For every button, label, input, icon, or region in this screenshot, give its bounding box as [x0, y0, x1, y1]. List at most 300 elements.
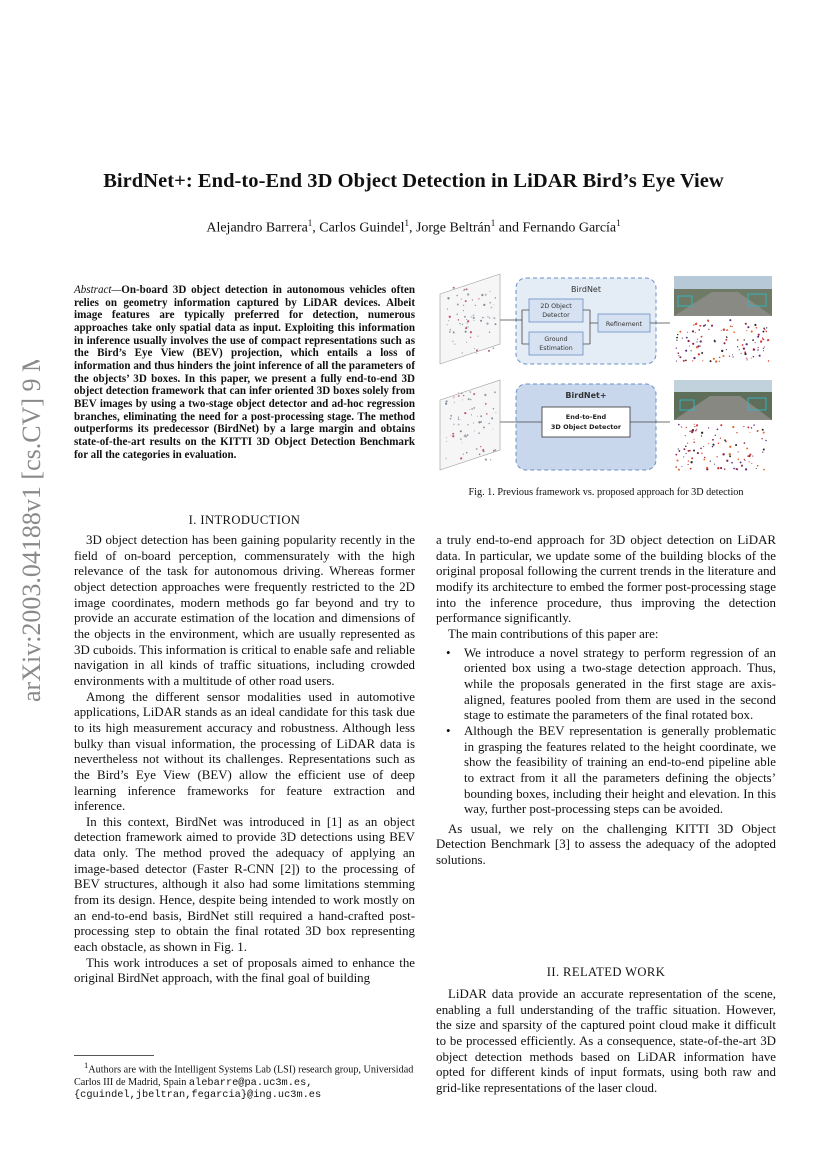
- point-cloud-dot: [761, 438, 762, 439]
- point-cloud-dot: [685, 445, 687, 447]
- point-cloud-dot: [744, 339, 745, 340]
- point-cloud-dot: [675, 454, 677, 456]
- point-cloud-dot: [746, 343, 748, 345]
- point-cloud-dot: [462, 399, 463, 400]
- point-cloud-dot: [450, 418, 452, 420]
- point-cloud-dot: [723, 342, 725, 344]
- point-cloud-dot: [494, 391, 496, 393]
- point-cloud-dot: [694, 426, 695, 427]
- point-cloud-dot: [746, 330, 747, 331]
- point-cloud-dot: [679, 450, 681, 452]
- point-cloud-dot: [724, 468, 726, 470]
- point-cloud-dot: [731, 462, 733, 464]
- point-cloud-dot: [690, 468, 692, 470]
- point-cloud-dot: [741, 353, 742, 354]
- point-cloud-dot: [682, 338, 683, 339]
- author-list: [60, 218, 767, 237]
- point-cloud-dot: [690, 461, 692, 463]
- point-cloud-dot: [755, 342, 756, 343]
- point-cloud-dot: [746, 448, 748, 450]
- abstract-text: On-board 3D object detection in autonomous vehicles often relies on geometry information captured by LiDAR devices. Albeit image features are typically preferred for detection, numerous approaches take only spatial data as input. Exploiting this information in inference usually involves the use of compact representations such as the Bird’s Eye View (BEV) projection, which entails a loss of information and thus hinders the joint inference of all the parameters of the objects’ 3D boxes. In this paper, we present a fully end-to-end 3D object detection framework that can infer oriented 3D boxes solely from BEV images by using a two-stage object detector and ad-hoc regression branches, eliminating the need for a post-processing stage. The method outperforms its predecessor (BirdNet) by a large margin and obtains state-of-the-art results on the KITTI 3D Object Detection Benchmark for all the categories in evaluation.: [74, 284, 415, 461]
- point-cloud-dot: [717, 428, 719, 430]
- box-label-e2e: 3D Object Detector: [550, 423, 622, 431]
- point-cloud-dot: [457, 303, 459, 305]
- point-cloud-dot: [712, 444, 714, 446]
- point-cloud-dot: [703, 325, 705, 327]
- point-cloud-dot: [489, 302, 491, 304]
- point-cloud-dot: [676, 340, 677, 341]
- point-cloud-dot: [758, 430, 759, 431]
- point-cloud-dot: [722, 355, 724, 357]
- figure-caption: Fig. 1. Previous framework vs. proposed approach for 3D detection: [468, 487, 744, 498]
- point-cloud-dot: [689, 431, 690, 432]
- point-cloud-dot: [467, 424, 469, 426]
- footnote-email: {cguindel,jbeltran,fegarcia}@ing.uc3m.es: [74, 1088, 322, 1101]
- point-cloud-dot: [485, 294, 487, 296]
- point-cloud-dot: [453, 397, 454, 398]
- point-cloud-dot: [473, 320, 474, 321]
- paragraph: 3D object detection has been gaining popularity recently in the field of on-board perception, commensurately with the high relevance of the task for autonomous driving. Whereas former object detection approaches were frequently restricted to the 2D image coordinates, modern methods go far beyond and try to provide an accurate estimation of the location and dimensions of the objects in the environment, which are usually represented as 3D cuboids. This information is critical to enable safe and reliable navigation in all kinds of traffic situations, including crowded environments with a multitude of other road users.: [74, 533, 415, 688]
- point-cloud-dot: [710, 360, 712, 362]
- point-cloud-dot: [473, 407, 475, 409]
- point-cloud-dot: [762, 429, 764, 431]
- point-cloud-dot: [688, 464, 689, 465]
- point-cloud-dot: [739, 349, 740, 350]
- point-cloud-dot: [448, 320, 449, 321]
- point-cloud-dot: [449, 331, 451, 333]
- point-cloud-dot: [745, 460, 746, 461]
- point-cloud-dot: [679, 356, 681, 358]
- point-cloud-dot: [463, 310, 464, 311]
- point-cloud-dot: [490, 291, 491, 292]
- point-cloud-dot: [752, 339, 754, 341]
- point-cloud-dot: [746, 358, 747, 359]
- author-separator: ,: [408, 220, 416, 236]
- abstract-label: Abstract: [74, 284, 112, 296]
- point-cloud-dot: [686, 337, 688, 339]
- point-cloud-dot: [716, 456, 717, 457]
- point-cloud-dot: [473, 422, 474, 423]
- point-cloud-dot: [465, 331, 467, 333]
- point-cloud-dot: [685, 350, 687, 352]
- point-cloud-dot: [683, 456, 684, 457]
- point-cloud-dot: [484, 394, 486, 396]
- point-cloud-dot: [477, 416, 478, 417]
- point-cloud-dot: [470, 331, 472, 333]
- point-cloud-dot: [729, 446, 731, 448]
- author-separator: and: [495, 220, 523, 236]
- author-affiliation: 1: [307, 218, 313, 228]
- box-label-ground: Ground: [544, 336, 568, 343]
- point-cloud-dot: [452, 341, 453, 342]
- point-cloud-dot: [495, 412, 496, 413]
- bev-point-cloud-top: [440, 274, 500, 364]
- point-cloud-dot: [465, 300, 467, 302]
- point-cloud-dot: [699, 325, 701, 327]
- point-cloud-dot: [494, 449, 496, 451]
- contribution-item: • We introduce a novel strategy to perform regression of an oriented box using a two-stage detection approach. Thus, while the proposals generated in the first stage are axis-aligned, features pooled from them are used in the second stage to estimate the parameters of the final rotated box.: [436, 646, 776, 724]
- paragraph: In this context, BirdNet was introduced in [1] as an object detection framework aimed to provide 3D detections using BEV data only. The method proved the adequacy of applying an image-based detector (Faster R-CNN [2]) to the processing of BEV structures, although it also had some limitations stemming from its design. Hence, despite being intended to work mostly on an end-to-end basis, BirdNet still required a hand-crafted post-processing step to obtain the final rotated 3D box representing each obstacle, as shown in Fig. 1.: [74, 814, 415, 955]
- point-cloud-dot: [683, 360, 685, 362]
- point-cloud-dot: [454, 396, 455, 397]
- point-cloud-dot: [721, 330, 722, 331]
- point-cloud-dot: [732, 426, 734, 428]
- point-cloud-dot: [704, 457, 705, 458]
- point-cloud-dot: [729, 319, 731, 321]
- bev-point-cloud-bottom: [440, 380, 500, 470]
- point-cloud-dot: [450, 329, 452, 331]
- point-cloud-dot: [729, 356, 730, 357]
- box-label-e2e: End-to-End: [565, 413, 607, 421]
- point-cloud-dot: [689, 450, 691, 452]
- point-cloud-dot: [465, 327, 467, 329]
- point-cloud-dot: [754, 324, 756, 326]
- point-cloud-dot: [683, 448, 685, 450]
- point-cloud-dot: [757, 349, 759, 351]
- point-cloud-dot: [700, 340, 702, 342]
- point-cloud-dot: [693, 441, 695, 443]
- point-cloud-dot: [687, 340, 689, 342]
- point-cloud-dot: [482, 317, 483, 318]
- point-cloud-dot: [757, 336, 759, 338]
- point-cloud-dot: [483, 304, 485, 306]
- point-cloud-dot: [458, 395, 460, 397]
- point-cloud-dot: [733, 331, 735, 333]
- point-cloud-dot: [732, 354, 733, 355]
- point-cloud-dot: [487, 316, 489, 318]
- point-cloud-dot: [763, 448, 765, 450]
- point-cloud-dot: [718, 443, 720, 445]
- point-cloud-dot: [456, 295, 458, 297]
- point-cloud-dot: [691, 430, 693, 432]
- point-cloud-dot: [458, 319, 460, 321]
- point-cloud-dot: [701, 352, 703, 354]
- point-cloud-dot: [480, 421, 482, 423]
- point-cloud-dot: [726, 460, 728, 462]
- point-cloud-dot: [688, 460, 690, 462]
- point-cloud-dot: [710, 460, 711, 461]
- point-cloud-dot: [461, 352, 463, 354]
- box-label-2d-detector: Detector: [542, 312, 570, 319]
- point-cloud-dot: [459, 323, 460, 324]
- point-cloud-dot: [768, 360, 769, 361]
- abstract: Abstract—On-board 3D object detection in autonomous vehicles often relies on geometry information captured by LiDAR devices. Albeit image features are typically preferred for detection, numerous approaches take only spatial data as input. Exploiting this information in inference usually involves the use of compact representations such as the Bird’s Eye View (BEV) projection, which entails a loss of information and thus hinders the joint inference of all the parameters of the objects’ 3D boxes. In this paper, we present a fully end-to-end 3D object detection framework that can infer oriented 3D boxes solely from BEV images by using a two-stage object detector and ad-hoc regression branches, eliminating the need for a post-processing stage. The method outperforms its predecessor (BirdNet) by a large margin and obtains state-of-the-art results on the KITTI 3D Object Detection Benchmark for all the categories in evaluation.: [74, 284, 415, 461]
- point-cloud-dot: [485, 458, 487, 460]
- point-cloud-dot: [461, 442, 462, 443]
- point-cloud-dot: [766, 327, 767, 328]
- point-cloud-dot: [465, 434, 466, 435]
- author-affiliation: 1: [490, 218, 496, 228]
- point-cloud-dot: [687, 332, 688, 333]
- point-cloud-dot: [480, 320, 482, 322]
- point-cloud-dot: [744, 459, 745, 460]
- point-cloud-dot: [758, 334, 760, 336]
- point-cloud-dot: [486, 323, 488, 325]
- point-cloud-dot: [733, 468, 735, 470]
- point-cloud-dot: [678, 355, 679, 356]
- point-cloud-dot: [676, 337, 678, 339]
- point-cloud-dot: [767, 339, 769, 341]
- point-cloud-dot: [447, 297, 448, 298]
- point-cloud-dot: [703, 459, 705, 461]
- point-cloud-dot: [676, 459, 678, 461]
- point-cloud-dot: [458, 417, 459, 418]
- point-cloud-dot: [763, 348, 764, 349]
- point-cloud-dot: [446, 324, 447, 325]
- point-cloud-dot: [493, 408, 494, 409]
- contributions-list: [436, 646, 776, 818]
- point-cloud-dot: [473, 314, 475, 316]
- point-cloud-dot: [686, 453, 687, 454]
- point-cloud-dot: [762, 338, 764, 340]
- introduction-body: [74, 533, 415, 987]
- point-cloud-dot: [471, 353, 472, 354]
- point-cloud-dot: [689, 345, 690, 346]
- point-cloud-dot: [460, 430, 462, 432]
- point-cloud-dot: [744, 353, 746, 355]
- point-cloud-dot: [751, 463, 752, 464]
- point-cloud-dot: [763, 350, 764, 351]
- point-cloud-dot: [490, 459, 491, 460]
- birdnet-panel-title: BirdNet: [571, 285, 601, 294]
- point-cloud-dot: [450, 435, 451, 436]
- author-affiliation: 1: [616, 218, 621, 228]
- point-cloud-dot: [701, 435, 702, 436]
- point-cloud-dot: [461, 298, 462, 299]
- point-cloud-dot: [480, 446, 481, 447]
- point-cloud-dot: [489, 317, 491, 319]
- point-cloud-dot: [676, 347, 677, 348]
- point-cloud-dot: [713, 358, 715, 360]
- paper-title: BirdNet+: End-to-End 3D Object Detection in LiDAR Bird’s Eye View: [103, 170, 724, 192]
- point-cloud-dot: [473, 317, 475, 319]
- point-cloud-dot: [471, 316, 472, 317]
- point-cloud-dot: [758, 347, 759, 348]
- point-cloud-dot: [763, 327, 765, 329]
- point-cloud-dot: [753, 356, 755, 358]
- point-cloud-dot: [469, 409, 470, 410]
- author-name: Jorge Beltrán: [415, 220, 491, 236]
- point-cloud-dot: [454, 402, 455, 403]
- point-cloud-dot: [678, 448, 679, 449]
- footnote-email: alebarre@pa.uc3m.es,: [188, 1076, 313, 1089]
- point-cloud-dot: [460, 438, 462, 440]
- point-cloud-dot: [691, 350, 692, 351]
- point-cloud-dot: [458, 392, 459, 393]
- point-cloud-dot: [747, 426, 749, 428]
- point-cloud-dot: [476, 448, 478, 450]
- point-cloud-dot: [736, 432, 737, 433]
- point-cloud-dot: [478, 298, 479, 299]
- footnote: [74, 1055, 415, 1101]
- point-cloud-dot: [726, 349, 727, 350]
- point-cloud-dot: [702, 360, 703, 361]
- point-cloud-dot: [738, 451, 739, 452]
- point-cloud-dot: [749, 461, 750, 462]
- point-cloud-dot: [726, 329, 728, 331]
- point-cloud-dot: [479, 454, 481, 456]
- point-cloud-dot: [485, 403, 487, 405]
- paragraph: LiDAR data provide an accurate representation of the scene, enabling a full understanding of the traffic situation. However, the size and sparsity of the captured point cloud make it difficult to be processed efficiently. As a consequence, state-of-the-art 3D object detection methods based on LiDAR information have opted for different kinds of input formats, using both raw and grid-like representations of the laser cloud.: [436, 987, 776, 1095]
- point-cloud-dot: [701, 452, 703, 454]
- birdnet-plus-panel-title: BirdNet+: [565, 391, 607, 400]
- point-cloud-dot: [708, 329, 709, 330]
- author-name: Carlos Guindel: [319, 220, 405, 236]
- point-cloud-dot: [747, 359, 748, 360]
- point-cloud-dot: [712, 439, 714, 441]
- point-cloud-dot: [454, 343, 455, 344]
- point-cloud-dot: [726, 336, 728, 338]
- point-cloud-dot: [466, 342, 467, 343]
- point-cloud-dot: [708, 443, 709, 444]
- point-cloud-dot: [723, 329, 725, 331]
- arxiv-stamp-text: arXiv:2003.04188v1 [cs.CV] 9 Mar 2020: [17, 360, 46, 702]
- point-cloud-dot: [467, 434, 469, 436]
- point-cloud-dot: [447, 309, 448, 310]
- point-cloud-dot: [756, 327, 758, 329]
- point-cloud-dot: [445, 403, 447, 405]
- point-cloud-dot: [694, 424, 695, 425]
- point-cloud-dot: [483, 426, 485, 428]
- author-affiliation: 1: [404, 218, 409, 228]
- point-cloud-dot: [759, 355, 761, 357]
- point-cloud-dot: [743, 426, 744, 427]
- point-cloud-dot: [446, 441, 447, 442]
- right-column-body: [436, 533, 776, 869]
- point-cloud-dot: [760, 340, 762, 342]
- point-cloud-dot: [688, 450, 690, 452]
- point-cloud-dot: [495, 323, 497, 325]
- point-cloud-dot: [470, 391, 472, 393]
- point-cloud-dot: [742, 344, 744, 346]
- point-cloud-dot: [693, 357, 695, 359]
- point-cloud-dot: [693, 324, 694, 325]
- point-cloud-dot: [676, 361, 677, 362]
- point-cloud-dot: [732, 326, 733, 327]
- box-label-refinement: Refinement: [605, 321, 643, 328]
- point-cloud-dot: [719, 357, 721, 359]
- point-cloud-dot: [445, 458, 446, 459]
- point-cloud-dot: [741, 465, 743, 467]
- box-label-ground: Estimation: [539, 345, 573, 352]
- point-cloud-dot: [696, 346, 698, 348]
- point-cloud-dot: [722, 454, 724, 456]
- camera-image-bottom: [674, 380, 772, 471]
- point-cloud-dot: [480, 415, 482, 417]
- point-cloud-dot: [466, 288, 468, 290]
- point-cloud-dot: [696, 322, 697, 323]
- point-cloud-dot: [677, 352, 679, 354]
- point-cloud-dot: [685, 435, 686, 436]
- point-cloud-dot: [698, 329, 700, 331]
- point-cloud-dot: [681, 426, 683, 428]
- point-cloud-dot: [729, 453, 731, 455]
- author-separator: ,: [312, 220, 320, 236]
- point-cloud-dot: [466, 319, 467, 320]
- point-cloud-dot: [693, 450, 695, 452]
- point-cloud-dot: [699, 345, 701, 347]
- point-cloud-dot: [751, 358, 752, 359]
- point-cloud-dot: [476, 349, 478, 351]
- point-cloud-dot: [712, 446, 714, 448]
- point-cloud-dot: [701, 432, 703, 434]
- point-cloud-dot: [764, 346, 765, 347]
- point-cloud-dot: [700, 447, 702, 449]
- point-cloud-dot: [743, 347, 745, 349]
- figure-1: [436, 272, 776, 477]
- point-cloud-dot: [693, 439, 694, 440]
- point-cloud-dot: [686, 427, 687, 428]
- point-cloud-dot: [473, 393, 475, 395]
- point-cloud-dot: [493, 450, 495, 452]
- point-cloud-dot: [736, 468, 738, 470]
- point-cloud-dot: [467, 293, 469, 295]
- point-cloud-dot: [679, 331, 681, 333]
- point-cloud-dot: [493, 317, 495, 319]
- point-cloud-dot: [687, 443, 688, 444]
- point-cloud-dot: [470, 399, 472, 401]
- point-cloud-dot: [740, 461, 742, 463]
- section-heading-introduction: I. INTRODUCTION: [188, 513, 301, 527]
- arxiv-stamp: [2, 360, 52, 705]
- point-cloud-dot: [468, 326, 469, 327]
- point-cloud-dot: [747, 326, 749, 328]
- point-cloud-dot: [695, 430, 697, 432]
- point-cloud-dot: [678, 469, 680, 471]
- point-cloud-dot: [749, 432, 750, 433]
- point-cloud-dot: [698, 353, 700, 355]
- paragraph: As usual, we rely on the challenging KITTI 3D Object Detection Benchmark [3] to assess the adequacy of the adopted solutions.: [436, 821, 776, 868]
- point-cloud-dot: [464, 412, 466, 414]
- point-cloud-dot: [453, 331, 455, 333]
- point-cloud-dot: [494, 297, 496, 299]
- point-cloud-dot: [481, 294, 483, 296]
- point-cloud-dot: [477, 336, 478, 337]
- birdnet-plus-panel: [500, 384, 670, 470]
- point-cloud-dot: [706, 468, 707, 469]
- point-cloud-dot: [708, 427, 709, 428]
- point-cloud-dot: [757, 430, 759, 432]
- birdnet-panel: [500, 278, 670, 364]
- author-name: Fernando García: [522, 220, 617, 236]
- point-cloud-dot: [458, 423, 460, 425]
- point-cloud-dot: [475, 305, 476, 306]
- contributions-lead: The main contributions of this paper are:: [448, 626, 659, 641]
- point-cloud-dot: [720, 467, 722, 469]
- point-cloud-dot: [697, 452, 699, 454]
- point-cloud-dot: [446, 400, 448, 402]
- point-cloud-dot: [692, 360, 693, 361]
- point-cloud-dot: [707, 320, 708, 321]
- point-cloud-dot: [453, 424, 455, 426]
- point-cloud-dot: [756, 468, 757, 469]
- point-cloud-dot: [714, 340, 716, 342]
- point-cloud-dot: [488, 423, 490, 425]
- point-cloud-dot: [456, 314, 458, 316]
- point-cloud-dot: [744, 442, 746, 444]
- camera-image-top: [674, 276, 772, 363]
- point-cloud-dot: [472, 299, 473, 300]
- point-cloud-dot: [752, 456, 753, 457]
- point-cloud-dot: [757, 465, 759, 467]
- paragraph: a truly end-to-end approach for 3D object detection on LiDAR data. In particular, we update some of the building blocks of the original proposal following the current trends in the literature and modify its architecture to embed the former post-processing stage into the inference procedure, thus improving the detection performance significantly.: [436, 533, 776, 626]
- point-cloud-dot: [715, 435, 716, 436]
- point-cloud-dot: [711, 325, 713, 327]
- point-cloud-dot: [450, 415, 452, 417]
- point-cloud-dot: [677, 334, 678, 335]
- point-cloud-dot: [463, 395, 464, 396]
- point-cloud-dot: [745, 323, 747, 325]
